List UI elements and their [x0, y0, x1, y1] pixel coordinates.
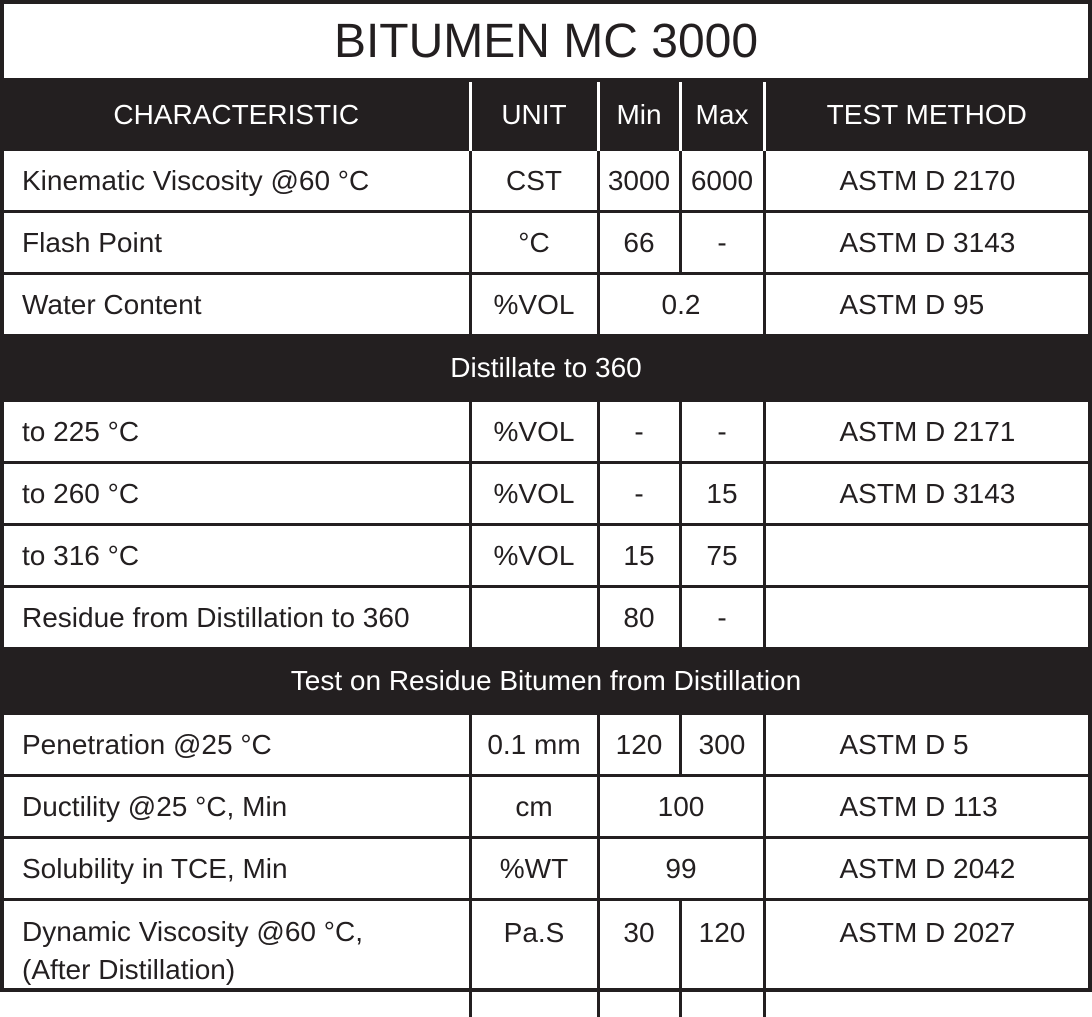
characteristic-cell [4, 900, 470, 1017]
max-cell: 75 [680, 525, 764, 587]
value-cell: 0.2 [598, 274, 764, 336]
unit-cell: %WT [470, 838, 598, 900]
table-row [4, 714, 1088, 776]
characteristic-cell: Water Content [4, 274, 470, 336]
characteristic-cell: to 225 °C [4, 401, 470, 463]
table-row [4, 150, 1088, 212]
unit-cell: °C [470, 212, 598, 274]
unit-cell: Pa.S [470, 900, 598, 1017]
min-cell: 3000 [598, 150, 680, 212]
unit-cell: %VOL [470, 274, 598, 336]
characteristic-cell: Residue from Distillation to 360 [4, 587, 470, 649]
test-method-cell: ASTM D 2027 [764, 900, 1088, 1017]
test-method-cell: ASTM D 5 [764, 714, 1088, 776]
min-cell: - [598, 401, 680, 463]
min-cell: 80 [598, 587, 680, 649]
table-row [4, 401, 1088, 463]
section-title: Test on Residue Bitumen from Distillation [4, 649, 1088, 714]
table-row [4, 900, 1088, 1017]
characteristic-cell: to 260 °C [4, 463, 470, 525]
min-cell: 15 [598, 525, 680, 587]
header-unit: UNIT [470, 82, 598, 150]
table-row [4, 525, 1088, 587]
max-cell: - [680, 401, 764, 463]
test-method-cell: ASTM D 2170 [764, 150, 1088, 212]
max-cell: 15 [680, 463, 764, 525]
table-row [4, 587, 1088, 649]
characteristic-cell: Kinematic Viscosity @60 °C [4, 150, 470, 212]
header-row [4, 82, 1088, 150]
header-characteristic: CHARACTERISTIC [4, 82, 470, 150]
table-row [4, 212, 1088, 274]
test-method-cell: ASTM D 3143 [764, 212, 1088, 274]
value-cell: 100 [598, 776, 764, 838]
max-cell: 120 [680, 900, 764, 1017]
characteristic-line-1: Dynamic Viscosity @60 °C, [22, 913, 469, 951]
min-cell: 30 [598, 900, 680, 1017]
characteristic-cell: to 316 °C [4, 525, 470, 587]
section-row [4, 336, 1088, 401]
spec-table [4, 82, 1088, 1017]
section-title: Distillate to 360 [4, 336, 1088, 401]
characteristic-cell: Flash Point [4, 212, 470, 274]
unit-cell: %VOL [470, 525, 598, 587]
max-cell: 6000 [680, 150, 764, 212]
test-method-cell: ASTM D 2171 [764, 401, 1088, 463]
table-row [4, 274, 1088, 336]
min-cell: - [598, 463, 680, 525]
min-cell: 120 [598, 714, 680, 776]
unit-cell [470, 587, 598, 649]
test-method-cell: ASTM D 113 [764, 776, 1088, 838]
test-method-cell: ASTM D 3143 [764, 463, 1088, 525]
header-max: Max [680, 82, 764, 150]
test-method-cell [764, 587, 1088, 649]
unit-cell: %VOL [470, 401, 598, 463]
table-row [4, 776, 1088, 838]
header-test-method: TEST METHOD [764, 82, 1088, 150]
max-cell: - [680, 212, 764, 274]
test-method-cell [764, 525, 1088, 587]
characteristic-line-2: (After Distillation) [22, 951, 469, 989]
test-method-cell: ASTM D 2042 [764, 838, 1088, 900]
characteristic-cell: Penetration @25 °C [4, 714, 470, 776]
test-method-cell: ASTM D 95 [764, 274, 1088, 336]
characteristic-cell: Solubility in TCE, Min [4, 838, 470, 900]
max-cell: - [680, 587, 764, 649]
table-row [4, 463, 1088, 525]
sheet-title: BITUMEN MC 3000 [4, 4, 1088, 82]
unit-cell: cm [470, 776, 598, 838]
unit-cell: 0.1 mm [470, 714, 598, 776]
table-row [4, 838, 1088, 900]
unit-cell: %VOL [470, 463, 598, 525]
unit-cell: CST [470, 150, 598, 212]
characteristic-cell: Ductility @25 °C, Min [4, 776, 470, 838]
value-cell: 99 [598, 838, 764, 900]
max-cell: 300 [680, 714, 764, 776]
section-row [4, 649, 1088, 714]
min-cell: 66 [598, 212, 680, 274]
header-min: Min [598, 82, 680, 150]
